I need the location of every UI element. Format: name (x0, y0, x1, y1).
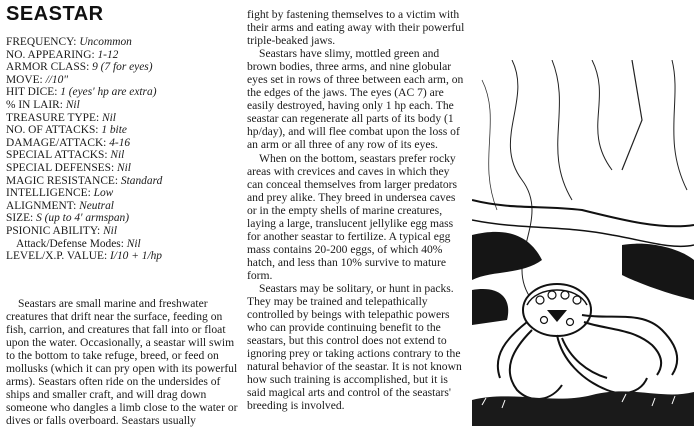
stat-armor-class (6, 61, 236, 74)
stat-special-defenses (6, 162, 236, 175)
stat-block (6, 36, 236, 263)
stat-alignment (6, 200, 236, 213)
stat-label: MOVE: (6, 73, 43, 86)
body-paragraph: Seastars have slimy, mottled green and brown bodies, three arms, and nine globular eyes set in rows of three between each arm, on the edges of the jaws. The eyes (AC 7) are easily destroyed, having only 1 hp each. The seastar can regenerate all parts of its body (1 hp/day), and will flee combat upon the loss of an arm or all three of any row of its eyes. (247, 47, 464, 152)
stat-psionic-ability (6, 225, 236, 238)
page-title: SEASTAR (6, 3, 104, 25)
stat-value: Low (93, 187, 114, 200)
stat-value: 9 (7 for eyes) (92, 61, 153, 74)
stat-treasure-type (6, 112, 236, 125)
stat-value: //10" (45, 73, 69, 86)
description-paragraph: Seastars are small marine and freshwater creatures that drift near the surface, feeding on fish, carrion, and creatures that fall into or float upon the water. Occasionally, a seastar will swim to the bottom to take refuge, breed, or feed on mollusks (which it can pry open with its powerful arms). Seastars often ride on the undersides of ships and smaller craft, and will drag down someone who dangles a limb close to the water or dives or falls overboard. Seastars usually (6, 297, 238, 427)
stat-intelligence (6, 187, 236, 200)
stat-value: Nil (65, 98, 80, 111)
stat-value: 1 (eyes' hp are extra) (60, 86, 157, 99)
stat-value: Nil (116, 161, 131, 174)
body-paragraph: Seastars may be solitary, or hunt in packs. They may be trained and telepathically controlled by beings with telepathic powers who can provide continuing benefit to the seastars, but this control does not extend to ignoring prey or taking actions contrary to the natural behavior of the seastar. It is not known how such training is accomplished, but it is said magical arts and control of the seastars' breeding is involved. (247, 281, 462, 413)
stat-label: ARMOR CLASS: (6, 61, 90, 74)
stat-label: ALIGNMENT: (6, 199, 77, 212)
body-column (247, 8, 467, 412)
stat-value: Nil (103, 224, 117, 237)
stat-value: S (up to 4' armspan) (36, 212, 130, 225)
stat-label: NO. OF ATTACKS: (6, 124, 99, 137)
body-paragraph: fight by fastening themselves to a victim with their arms and eating away with their powerful triple-beaked jaws. (247, 8, 465, 48)
body-paragraph: When on the bottom, seastars prefer rocky areas with crevices and caves in which they can conceal themselves from larger predators and prey alike. They breed in undersea caves or in the empty shells of marine creatures, laying a large, translucent jellylike egg mass for another seastar to fertilize. A typical egg mass contains 20-200 eggs, of which 40% hatch, and less than 10% survive to mature form. (247, 151, 457, 282)
stat-label: SPECIAL ATTACKS: (6, 149, 108, 162)
stat-value: Neutral (79, 199, 114, 212)
stat-label: Attack/Defense Modes: (16, 237, 124, 250)
stat-label: NO. APPEARING: (6, 48, 95, 61)
stat-value: 1-12 (97, 48, 119, 61)
stat-damage-attack (6, 137, 236, 150)
stat-magic-resistance (6, 175, 236, 188)
stat-label: LEVEL/X.P. VALUE: (6, 250, 108, 263)
stat-label: INTELLIGENCE: (6, 187, 91, 200)
stat-label: PSIONIC ABILITY: (6, 224, 101, 237)
stat-no-of-attacks (6, 124, 236, 137)
stat-label: DAMAGE/ATTACK: (6, 136, 107, 149)
stat-label: SPECIAL DEFENSES: (6, 161, 115, 174)
stat-size (6, 212, 236, 225)
seastar-illustration (472, 60, 694, 426)
stat-label: SIZE: (6, 212, 34, 225)
stat-label: % IN LAIR: (6, 98, 63, 111)
stat-value: Nil (110, 149, 125, 162)
stat-attack-defense-modes (6, 238, 236, 251)
stat-label: HIT DICE: (6, 86, 58, 99)
stat-in-lair (6, 99, 236, 112)
stat-label: FREQUENCY: (6, 36, 77, 48)
stat-frequency (6, 36, 236, 49)
stat-value: Uncommon (79, 36, 132, 48)
stat-no-appearing (6, 49, 236, 62)
stat-special-attacks (6, 149, 236, 162)
seastar-body (523, 284, 591, 336)
stat-level-xp (6, 250, 236, 263)
stat-value: I/10 + 1/hp (110, 250, 162, 263)
stat-label: TREASURE TYPE: (6, 111, 100, 124)
stat-move (6, 74, 236, 87)
stat-value: Standard (120, 174, 163, 187)
stat-value: 4-16 (109, 136, 131, 149)
stat-value: 1 bite (101, 124, 127, 137)
stat-value: Nil (102, 111, 116, 124)
stat-hit-dice (6, 86, 236, 99)
stat-label: MAGIC RESISTANCE: (6, 174, 119, 187)
stat-value: Nil (126, 237, 141, 250)
